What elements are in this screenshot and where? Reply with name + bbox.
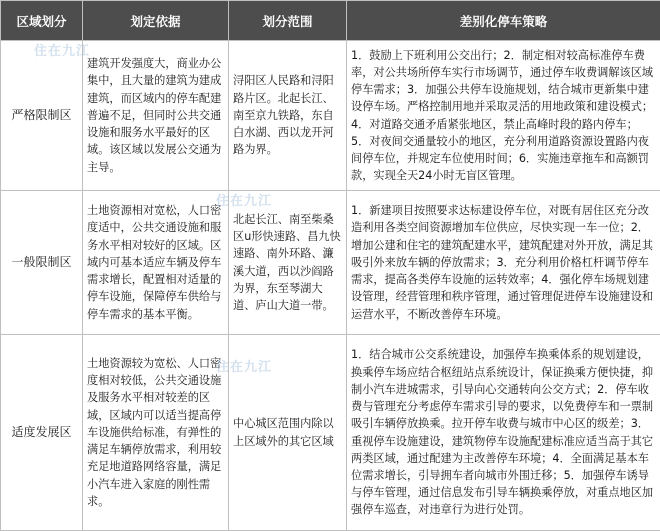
- zone-name-cell: 一般限制区: [1, 191, 83, 335]
- header-basis: 划定依据: [83, 1, 229, 41]
- zone-name-cell: 适度发展区: [1, 335, 83, 531]
- basis-cell: 土地资源相对宽松，人口密度适中，公共交通设施和服务水平相对较好的区域。区域内可基本适应车辆及停车需求增长，配置相对适量的停车设施，保障停车供给与停车需求的基本平衡。: [83, 191, 229, 335]
- header-zone: 区域划分: [1, 1, 83, 41]
- basis-cell: 建筑开发强度大，商业办公集中，且大量的建筑为建成建筑，而区域内的停车配建普遍不足，但同时公共交通设施和服务水平最好的区域。该区域以发展公交通为主导。: [83, 41, 229, 191]
- strategy-cell: 1．新建项目按照要求达标建设停车位，对既有居住区充分改造利用各类空间资源增加车位供应，尽快实现一车一位；2．增加公建和住宅的建筑配建水平，建筑配建对外开放，满足其吸引外来放车辆的停放需求；3．充分利用价格杠杆调节停车需求，提高各类停车设施的运转效率；4．强化停车场规划建设管理，经营管理和秩序管理，通过管理促进停车设施建设和运营水平，不断改善停车环境。: [347, 191, 660, 335]
- header-strategy: 差别化停车策略: [347, 1, 660, 41]
- table-row: [1, 41, 660, 191]
- strategy-cell: 1．结合城市公交系统建设，加强停车换乘体系的规划建设，换乘停车场应结合枢纽站点系统设计，保证换乘方便快捷，抑制小汽车进城需求，引导向心交通转向公交方式；2．停车收费与管理充分考虑停车需求引导的要求，以免费停车和一票制吸引车辆停放换乘。拉开停车收费与城市中心区的级差；3．重视停车设施建设，建筑物停车设施配建标准应适当高于其它两类区域，通过配建为主改善停车环境；4．全面满足基本车位需求增长，引导拥车者向城市外围迁移；5．加强停车诱导与停车管理，通过信息发布引导车辆换乘停放，对重点地区加强停车巡查，对违章行为进行处罚。: [347, 335, 660, 531]
- scope-cell: 浔阳区人民路和浔阳路片区。北起长江、南至京九铁路，东自白水湖、西以龙开河路为界。: [229, 41, 347, 191]
- strategy-cell: 1．鼓励上下班利用公交出行；2．制定相对较高标准停车费率，对公共场所停车实行市场调节，通过停车收费调解该区域停车需求；3．加强公共停车设施规划，结合城市更新集中建设停车场。严格控制用地并采取灵活的用地政策和建设模式；4．对道路交通矛盾紧张地区，禁止高峰时段的路内停车；5．对夜间交通量较小的地区，充分利用道路资源设置路内夜间停车位，并规定车位使用时间；6．实施违章拖车和高额罚款，实现全天24小时无盲区管理。: [347, 41, 660, 191]
- basis-cell: 土地资源较为宽松、人口密度相对较低，公共交通设施及服务水平相对较差的区域，区域内可以适当提高停车设施供给标准，有弹性的满足车辆停放需求，利用较充足地道路网络容量，满足小汽车进入家庭的刚性需求。: [83, 335, 229, 531]
- table-row: [1, 191, 660, 335]
- table-row: [1, 335, 660, 531]
- watermark-logo: 住在九江: [216, 356, 272, 375]
- header-scope: 划分范围: [229, 1, 347, 41]
- scope-cell: 北起长江、南至柴桑区u形快速路、昌九快速路、南外环路、濂溪大道，西以沙阎路为界，东至琴湖大道、庐山大道一带。: [229, 191, 347, 335]
- table-header-row: [1, 1, 660, 41]
- watermark-logo: 住在九江: [216, 190, 272, 209]
- watermark-logo: 住在九江: [34, 40, 90, 59]
- zone-name-cell: 严格限制区: [1, 41, 83, 191]
- scope-cell: 中心城区范围内除以上区域外的其它区域: [229, 335, 347, 531]
